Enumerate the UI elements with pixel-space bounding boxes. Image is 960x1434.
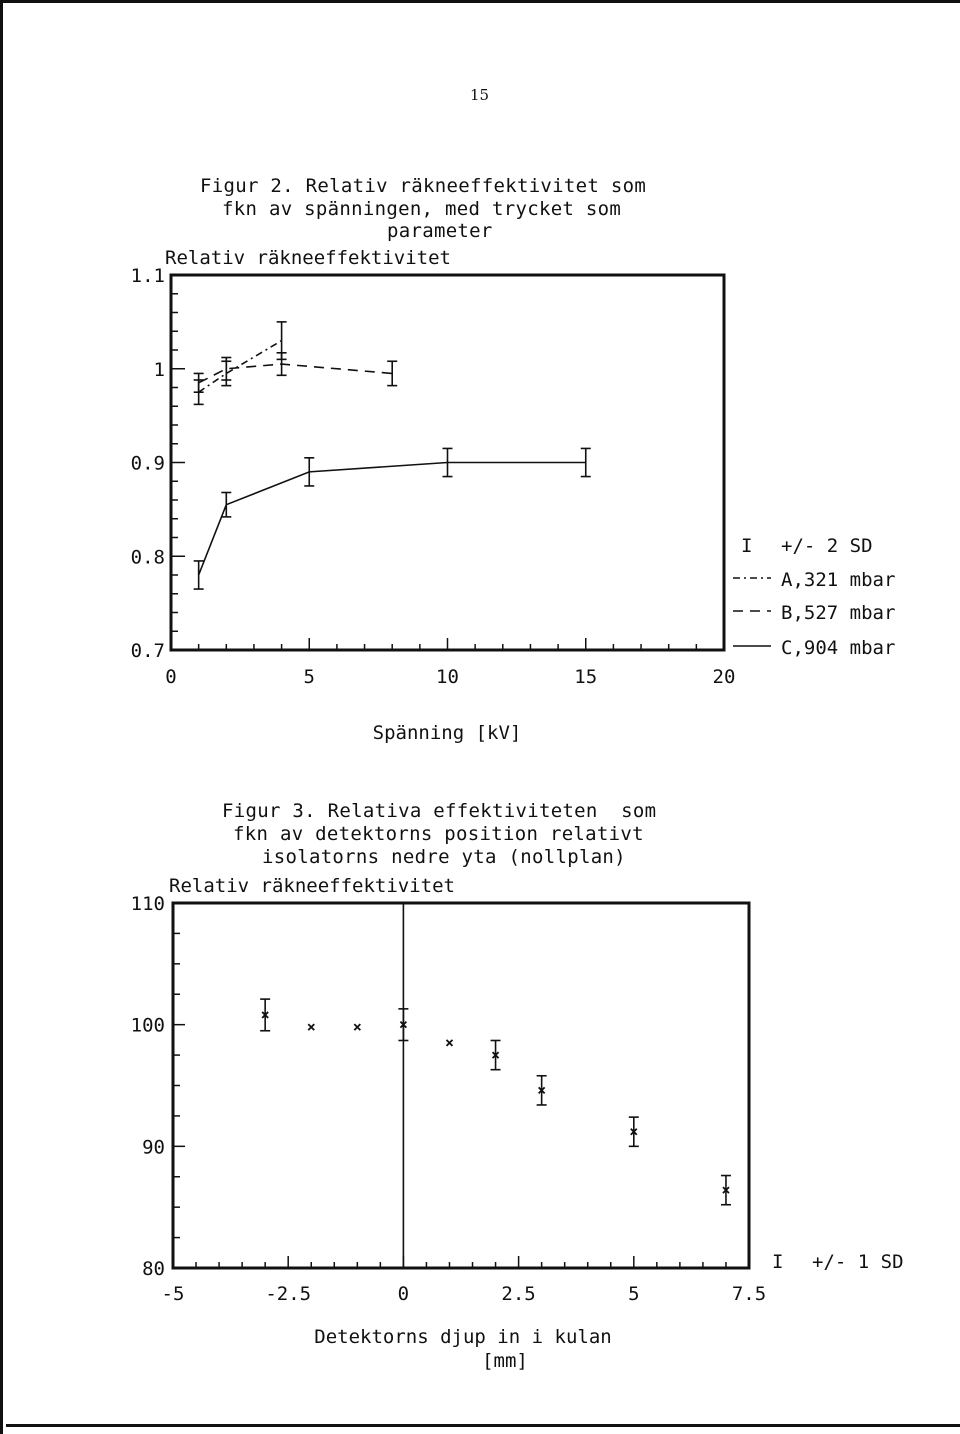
fig3-data-point (308, 1024, 314, 1030)
page-number: 15 (470, 86, 490, 104)
fig2-y-tick-label: 0.9 (130, 452, 165, 475)
fig2-y-tick-label: 1.1 (130, 265, 165, 287)
fig3-legend-symbol: I (772, 1251, 784, 1273)
fig3-y-tick-label: 110 (130, 893, 165, 915)
fig2-y-axis-label: Relativ räkneeffektivitet (165, 247, 451, 269)
figure-3-caption-line-3: isolatorns nedre yta (nollplan) (262, 846, 626, 868)
fig3-x-tick-label: 7.5 (731, 1283, 767, 1305)
fig2-legend-label: B,527 mbar (781, 602, 896, 624)
fig3-errorbar (398, 1009, 408, 1041)
fig3-y-tick-label: 80 (142, 1258, 165, 1280)
fig3-x-axis-label-line-1: Detektorns djup in i kulan (314, 1326, 612, 1348)
fig2-legend-label: A,321 mbar (781, 569, 896, 591)
figure-2-caption-line-3: parameter (387, 220, 493, 242)
fig3-y-axis-label: Relativ räkneeffektivitet (169, 875, 455, 897)
fig3-legend-label: +/- 1 SD (812, 1251, 904, 1273)
fig3-errorbar (721, 1176, 731, 1205)
fig2-x-tick-label: 0 (165, 666, 177, 688)
fig3-data-point (354, 1024, 360, 1030)
fig3-data-point (446, 1040, 452, 1046)
fig2-legend-label: C,904 mbar (781, 637, 896, 659)
fig3-x-tick-label: -2.5 (265, 1283, 312, 1305)
fig3-y-tick-label: 90 (142, 1136, 165, 1159)
fig3-errorbar (260, 999, 270, 1031)
figure-2-caption-line-1: Figur 2. Relativ räkneeffektivitet som (200, 175, 647, 197)
fig2-x-axis-label: Spänning [kV] (372, 722, 522, 744)
fig3-x-tick-label: -5 (161, 1283, 185, 1305)
figure-2-caption-line-2: fkn av spänningen, med trycket som (222, 198, 622, 220)
fig2-y-tick-label: 0.7 (130, 640, 165, 662)
fig2-legend-label: +/- 2 SD (781, 535, 873, 557)
figure-3-caption-line-1: Figur 3. Relativa effektiviteten som (222, 800, 657, 822)
fig3-x-tick-label: 0 (397, 1283, 410, 1305)
fig3-plot-frame (173, 903, 749, 1268)
fig3-y-tick-label: 100 (130, 1014, 165, 1037)
fig2-x-tick-label: 5 (303, 666, 315, 688)
fig2-x-tick-label: 20 (712, 666, 736, 688)
fig2-y-tick-label: 0.8 (130, 546, 165, 569)
fig2-x-tick-label: 10 (436, 666, 459, 688)
fig3-errorbar (629, 1117, 639, 1146)
fig2-y-tick-label: 1 (153, 358, 165, 381)
fig2-x-tick-label: 15 (574, 666, 598, 688)
fig3-errorbar (491, 1040, 501, 1069)
fig2-legend-symbol: I (741, 535, 753, 557)
fig3-errorbar (537, 1076, 547, 1105)
fig3-x-tick-label: 2.5 (501, 1283, 536, 1305)
fig3-x-axis-label-line-2: [mm] (482, 1350, 528, 1372)
fig3-x-tick-label: 5 (628, 1283, 640, 1305)
figure-3-caption-line-2: fkn av detektorns position relativt (233, 823, 644, 845)
